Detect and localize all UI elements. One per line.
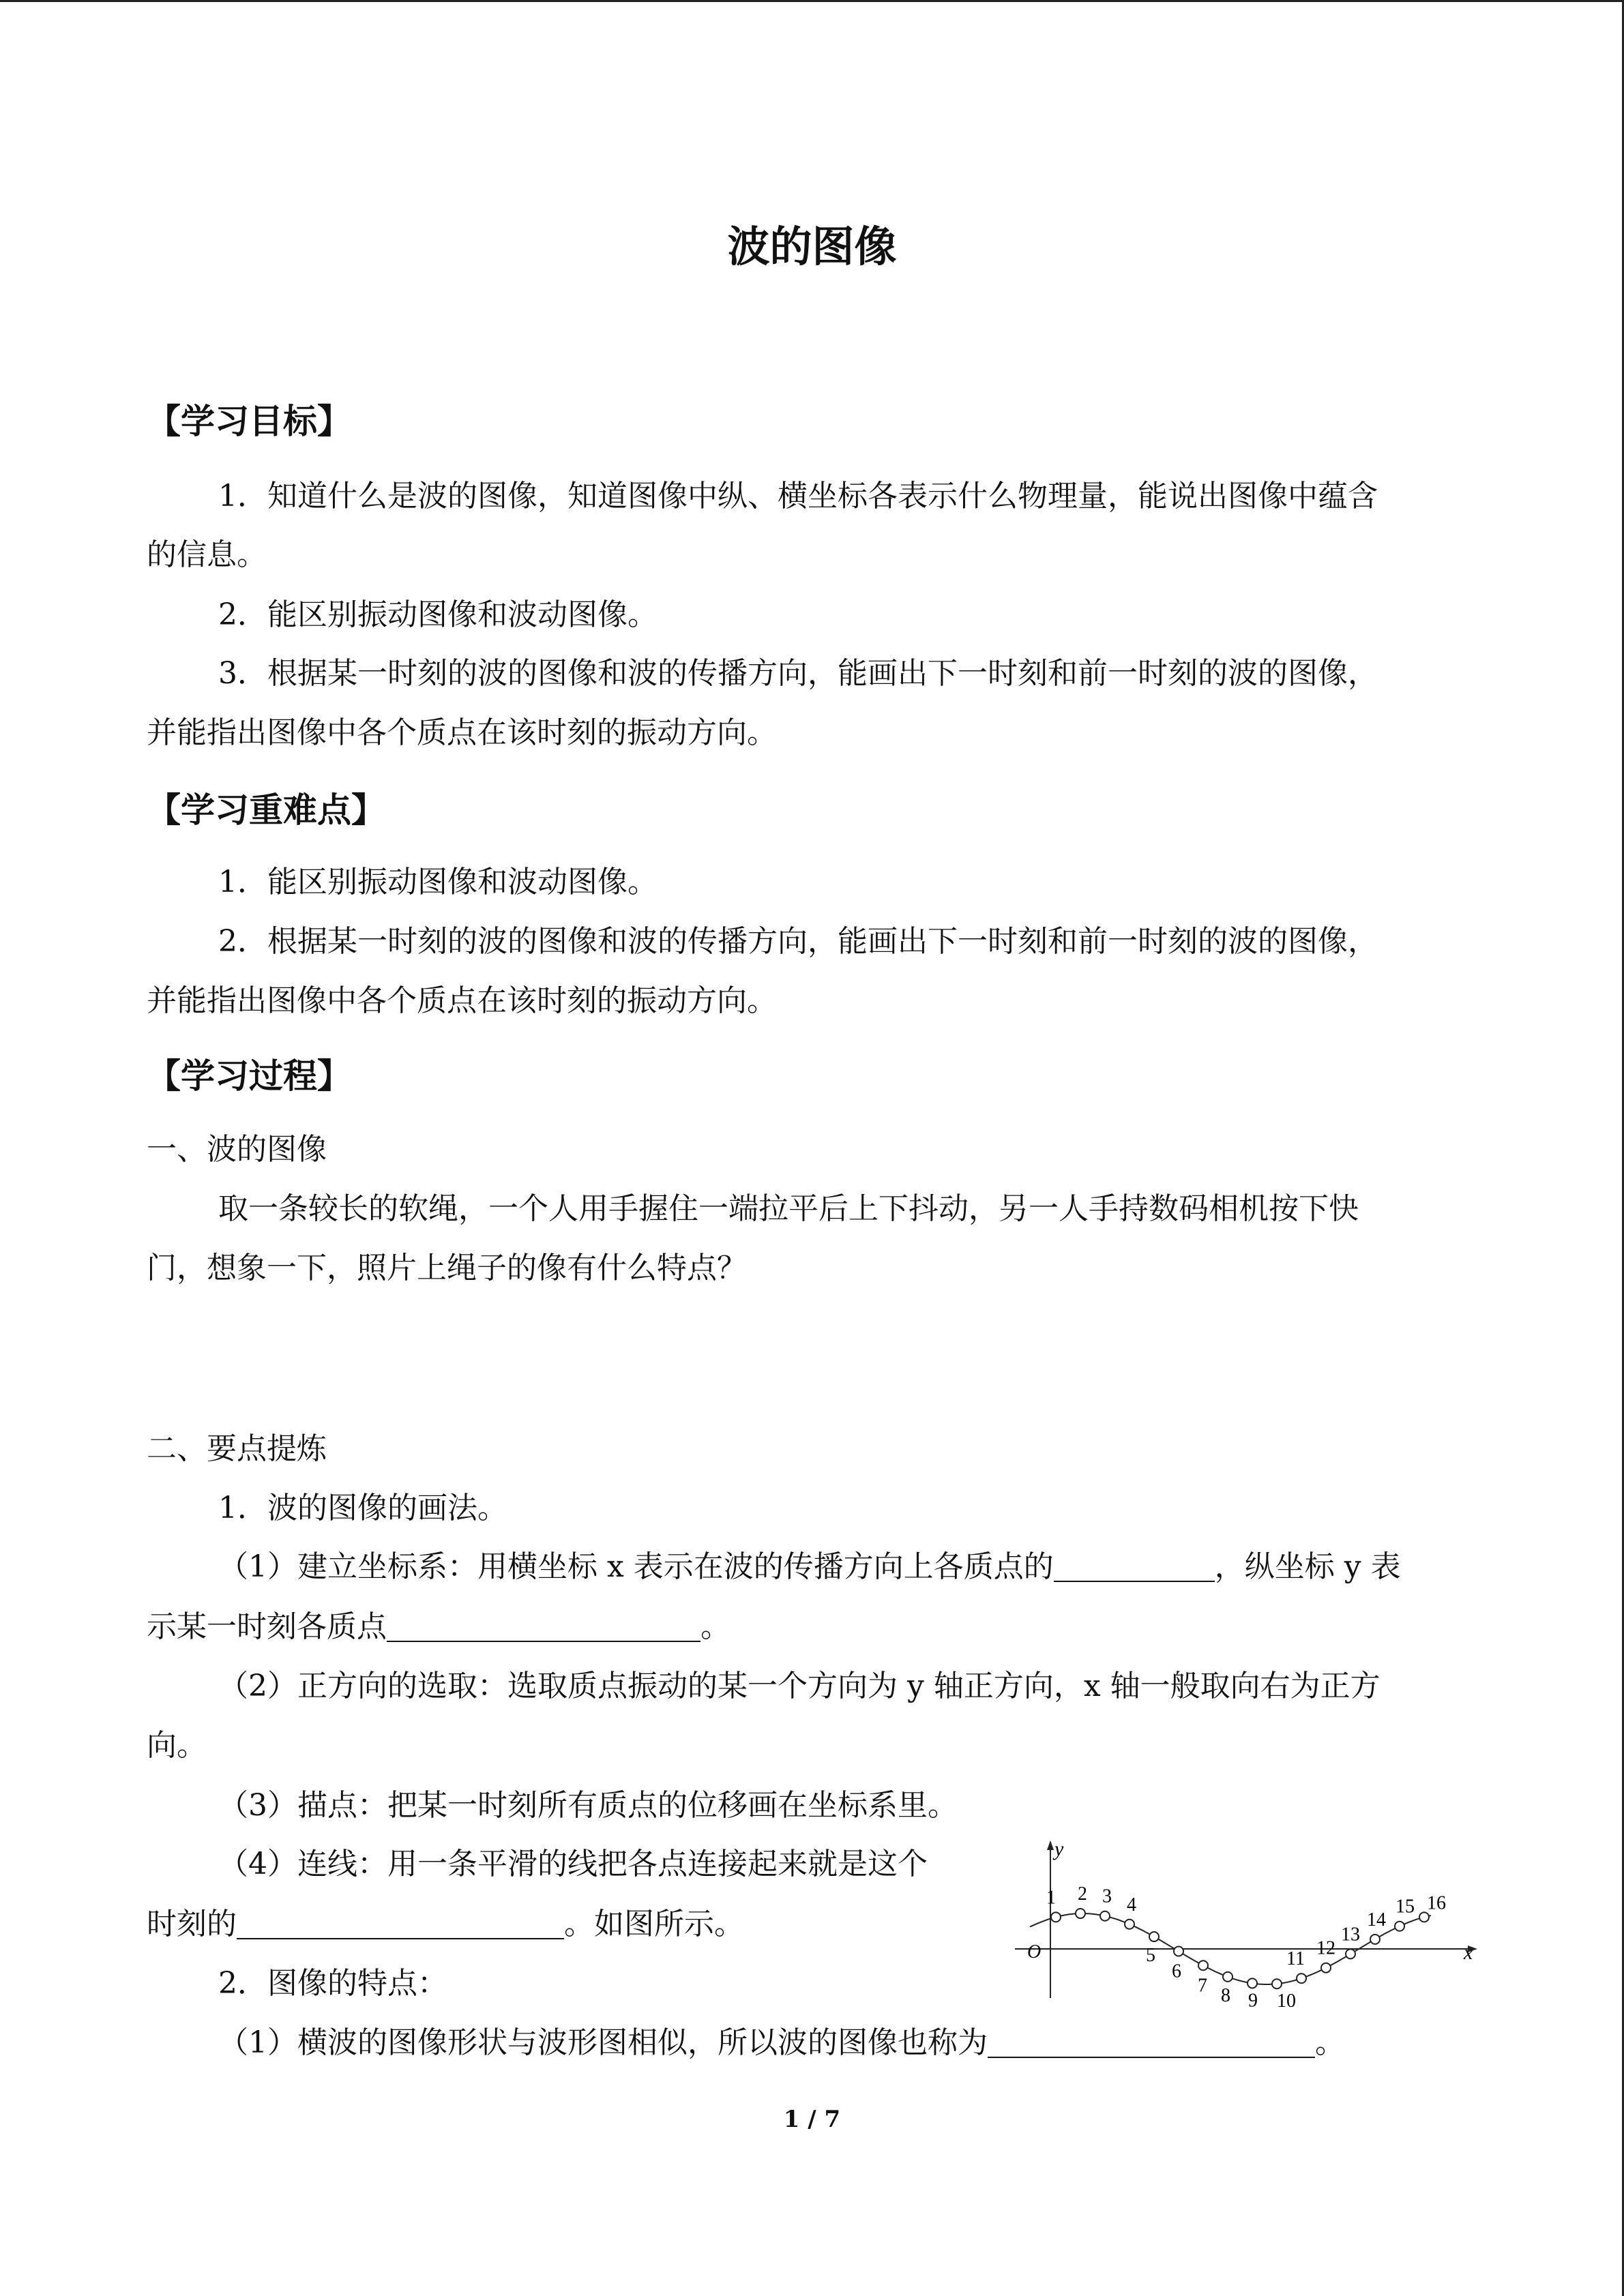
part1-line2: 门，想象一下，照片上绳子的像有什么特点？ xyxy=(147,1251,747,1285)
point-1-1-text-c: 示某一时刻各质点 xyxy=(147,1609,387,1644)
point-1-4-text-a: 时刻的 xyxy=(147,1907,237,1941)
point-1-3: （3）描点：把某一时刻所有质点的位移画在坐标系里。 xyxy=(218,1788,958,1823)
point-1-4-line2 xyxy=(147,1909,744,1939)
x-axis-label: x xyxy=(1464,1941,1473,1964)
goal-3-line1: 3．根据某一时刻的波的图像和波的传播方向，能画出下一时刻和前一时刻的波的图像， xyxy=(218,656,1378,691)
heading-goals: 【学习目标】 xyxy=(147,402,351,441)
y-axis-label: y xyxy=(1054,1838,1064,1860)
heading-key-points: 【学习重难点】 xyxy=(147,790,385,830)
wave-point xyxy=(1100,1911,1110,1921)
point-1-1-line1 xyxy=(218,1549,1401,1584)
point-1-4-line1: （4）连线：用一条平滑的线把各点连接起来就是这个 xyxy=(218,1847,928,1881)
point-2-title: 2．图像的特点： xyxy=(218,1966,447,2001)
goal-3-line2: 并能指出图像中各个质点在该时刻的振动方向。 xyxy=(147,715,777,750)
wave-point-label: 6 xyxy=(1172,1960,1181,1982)
part1-title: 一、波的图像 xyxy=(147,1132,327,1167)
wave-point-label: 2 xyxy=(1078,1883,1087,1905)
wave-point xyxy=(1370,1935,1380,1944)
wave-point xyxy=(1346,1949,1355,1958)
key-point-2-line2: 并能指出图像中各个质点在该时刻的振动方向。 xyxy=(147,983,777,1018)
point-1-1-text-d: 。 xyxy=(700,1609,730,1644)
part1-line1: 取一条较长的软绳，一个人用手握住一端拉平后上下抖动，另一人手持数码相机按下快 xyxy=(218,1191,1359,1226)
point-1-1-text-a: （1）建立坐标系：用横坐标 x 表示在波的传播方向上各质点的 xyxy=(218,1549,1054,1584)
wave-point-label: 16 xyxy=(1427,1892,1446,1914)
wave-point-label: 7 xyxy=(1198,1975,1207,1997)
y-axis-arrow xyxy=(1047,1840,1054,1850)
point-1-title: 1．波的图像的画法。 xyxy=(218,1491,507,1525)
wave-point xyxy=(1321,1963,1331,1973)
point-1-1-line2 xyxy=(147,1609,730,1644)
point-1-1-text-b: ，纵坐标 y 表 xyxy=(1214,1549,1401,1584)
point-2-1-text-a: （1）横波的图像形状与波形图相似，所以波的图像也称为 xyxy=(218,2025,988,2060)
wave-point-label: 11 xyxy=(1286,1948,1305,1970)
page-top-border xyxy=(0,0,1624,2)
wave-point xyxy=(1247,1978,1257,1988)
fill-blank-waveform[interactable] xyxy=(988,2029,1315,2058)
wave-point xyxy=(1174,1946,1183,1956)
wave-point xyxy=(1419,1912,1429,1922)
origin-label: O xyxy=(1027,1941,1042,1963)
page-number: 1 / 7 xyxy=(783,2106,841,2133)
wave-point-label: 1 xyxy=(1046,1887,1056,1909)
wave-point xyxy=(1297,1973,1306,1983)
point-1-2-line2: 向。 xyxy=(147,1728,207,1763)
wave-point-label: 10 xyxy=(1277,1991,1296,2008)
wave-point-label: 15 xyxy=(1396,1896,1415,1918)
wave-point-label: 13 xyxy=(1341,1924,1360,1945)
part2-title: 二、要点提炼 xyxy=(147,1431,327,1466)
fill-blank-position[interactable] xyxy=(1054,1553,1215,1582)
wave-figure xyxy=(1009,1838,1480,2008)
wave-point-label: 4 xyxy=(1127,1894,1136,1915)
wave-point xyxy=(1223,1972,1232,1982)
point-2-1-line1 xyxy=(218,2025,1345,2060)
fill-blank-wave-shape[interactable] xyxy=(237,1911,564,1939)
heading-process: 【学习过程】 xyxy=(147,1056,351,1096)
wave-points xyxy=(1046,1883,1446,2008)
point-1-2-line1: （2）正方向的选取：选取质点振动的某一个方向为 y 轴正方向，x 轴一般取向右为正方 xyxy=(218,1669,1381,1703)
point-2-1-text-b: 。 xyxy=(1315,2025,1345,2060)
wave-point xyxy=(1149,1932,1159,1941)
fill-blank-displacement[interactable] xyxy=(387,1613,700,1642)
wave-point-label: 12 xyxy=(1316,1937,1335,1959)
goal-1-line1: 1．知道什么是波的图像，知道图像中纵、横坐标各表示什么物理量，能说出图像中蕴含 xyxy=(218,479,1378,513)
wave-point xyxy=(1395,1922,1404,1931)
wave-point xyxy=(1076,1909,1085,1918)
key-point-2-line1: 2．根据某一时刻的波的图像和波的传播方向，能画出下一时刻和前一时刻的波的图像， xyxy=(218,924,1378,959)
wave-point-label: 5 xyxy=(1146,1945,1155,1967)
page-title: 波的图像 xyxy=(727,222,897,271)
goal-1-line2: 的信息。 xyxy=(147,537,267,572)
wave-point-label: 8 xyxy=(1221,1984,1230,2006)
wave-point xyxy=(1272,1979,1282,1988)
wave-point-label: 14 xyxy=(1367,1909,1386,1930)
goal-2: 2．能区别振动图像和波动图像。 xyxy=(218,597,658,632)
point-1-4-text-b: 。如图所示。 xyxy=(564,1907,744,1941)
wave-point-label: 9 xyxy=(1248,1990,1258,2008)
wave-point xyxy=(1051,1912,1061,1922)
wave-point xyxy=(1198,1960,1208,1970)
key-point-1: 1．能区别振动图像和波动图像。 xyxy=(218,865,658,899)
wave-point xyxy=(1125,1920,1134,1929)
wave-point-label: 3 xyxy=(1102,1885,1112,1907)
